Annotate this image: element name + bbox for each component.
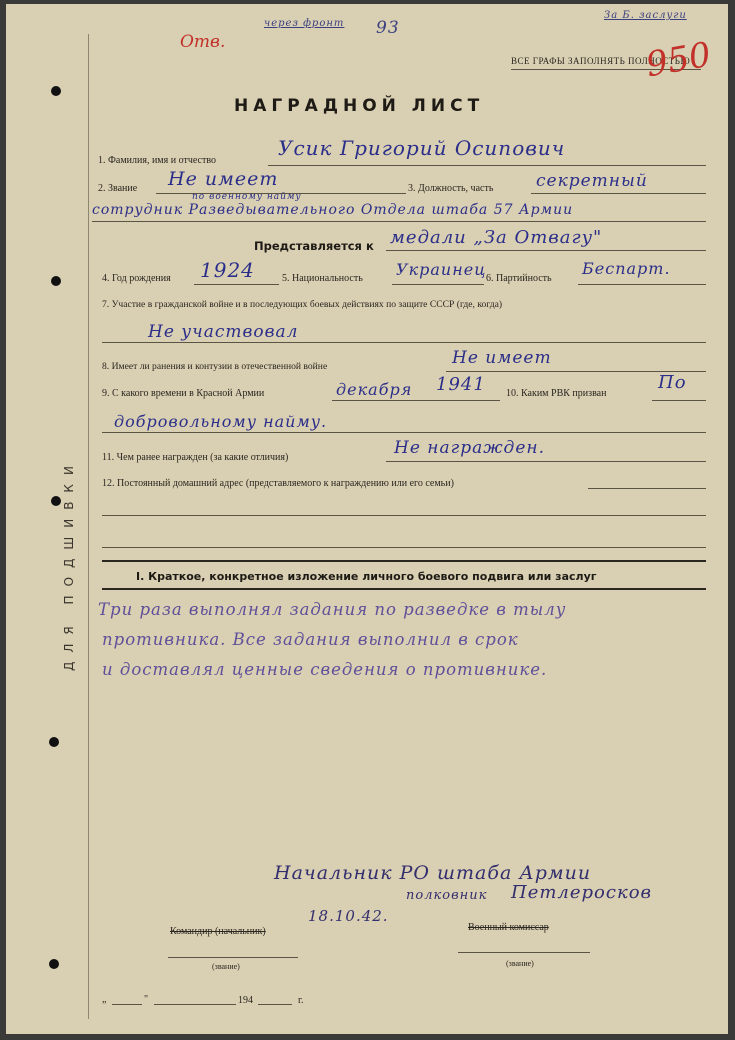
rank-label-left: (звание) <box>212 962 240 971</box>
section-rule <box>102 588 706 590</box>
rule <box>386 461 706 462</box>
field-7-label: 7. Участие в гражданской войне и в последующих боевых действиях по защите СССР (где, когда) <box>102 299 503 310</box>
field-2-label: 2. Звание <box>98 183 138 194</box>
rule <box>386 250 706 251</box>
signer-signature: Петлеросков <box>511 882 653 903</box>
section-1-heading: I. Краткое, конкретное изложение личного боевого подвига или заслуг <box>136 570 597 583</box>
field-3-label: 3. Должность, часть <box>408 183 494 194</box>
field-1-label: 1. Фамилия, имя и отчество <box>98 155 217 166</box>
field-11-value: Не награжден. <box>394 438 545 458</box>
rule <box>92 221 706 222</box>
field-8-value: Не имеет <box>452 348 552 368</box>
rule <box>458 952 590 953</box>
rule <box>392 284 484 285</box>
field-4-value: 1924 <box>200 258 255 282</box>
date-suffix: г. <box>298 995 304 1006</box>
field-1-value: Усик Григорий Осипович <box>278 136 566 160</box>
date-quote-open: „ <box>102 994 107 1005</box>
rule <box>258 1004 292 1005</box>
red-note: Отв. <box>180 32 226 52</box>
page-number: 93 <box>376 18 400 38</box>
fill-all-note: ВСЕ ГРАФЫ ЗАПОЛНЯТЬ ПОЛНОСТЬЮ <box>511 56 691 66</box>
rule <box>588 488 706 489</box>
rule <box>112 1004 142 1005</box>
field-6-label: 6. Партийность <box>486 273 552 284</box>
punch-hole <box>51 276 61 286</box>
merit-line-1: Три раза выполнял задания по разведке в тылу <box>98 600 567 619</box>
signature-line-1: Начальник РО штаба Армии <box>274 862 592 884</box>
binding-margin-line <box>88 34 89 1019</box>
rule <box>168 957 298 958</box>
merit-line-3: и доставлял ценные сведения о противнике. <box>102 660 548 679</box>
rule <box>578 284 706 285</box>
rank-label-right: (звание) <box>506 959 534 968</box>
binding-margin-label: ДЛЯ ПОДШИВКИ <box>62 457 76 671</box>
field-3-value: секретный <box>536 171 648 191</box>
rule <box>194 284 279 285</box>
rule <box>102 515 706 516</box>
rule <box>102 342 706 343</box>
signature-date: 18.10.42. <box>308 907 389 925</box>
field-8-label: 8. Имеет ли ранения и контузии в отечественной войне <box>102 361 328 372</box>
date-year: 194 <box>238 995 253 1006</box>
merit-line-2: противника. Все задания выполнил в срок <box>102 630 519 649</box>
commissar-label: Военный комиссар <box>468 922 549 933</box>
page-title: НАГРАДНОЙ ЛИСТ <box>234 96 485 116</box>
field-5-label: 5. Национальность <box>282 273 363 284</box>
field-9-label: 9. С какого времени в Красной Армии <box>102 388 265 399</box>
commander-label: Командир (начальник) <box>170 926 266 937</box>
section-rule <box>102 560 706 562</box>
field-9-month: декабря <box>336 380 413 399</box>
field-9-year: 1941 <box>436 374 486 395</box>
field-10-value: По <box>658 372 687 393</box>
red-number: 950 <box>643 34 714 86</box>
rule <box>268 165 706 166</box>
field-3-continued: сотрудник Разведывательного Отдела штаба 57 Армии <box>92 202 574 218</box>
rule <box>332 400 500 401</box>
present-value: медали „За Отвагу" <box>390 227 603 248</box>
field-5-value: Украинец <box>396 260 487 279</box>
field-2-value: Не имеет <box>168 168 279 190</box>
via-front-note: через фронт <box>264 18 345 29</box>
field-11-label: 11. Чем ранее награжден (за какие отличия) <box>102 452 289 463</box>
punch-hole <box>51 496 61 506</box>
date-quote-close: " <box>144 994 149 1005</box>
award-sheet <box>6 4 728 1034</box>
rule <box>652 400 706 401</box>
corner-note: За Б. заслуги <box>604 10 687 21</box>
field-10-continued: добровольному найму. <box>114 412 328 431</box>
field-6-value: Беспарт. <box>582 259 671 278</box>
present-label: Представляется к <box>254 239 374 253</box>
field-10-label: 10. Каким РВК призван <box>506 388 607 399</box>
rule <box>102 432 706 433</box>
rule <box>154 1004 236 1005</box>
rule <box>102 547 706 548</box>
punch-hole <box>49 959 59 969</box>
signature-line-2: полковник <box>406 888 488 903</box>
punch-hole <box>49 737 59 747</box>
punch-hole <box>51 86 61 96</box>
field-3-note: по военному найму <box>192 192 302 202</box>
field-7-value: Не участвовал <box>148 322 299 342</box>
field-12-label: 12. Постоянный домашний адрес (представляемого к награждению или его семьи) <box>102 478 454 489</box>
rule <box>531 193 706 194</box>
field-4-label: 4. Год рождения <box>102 273 171 284</box>
